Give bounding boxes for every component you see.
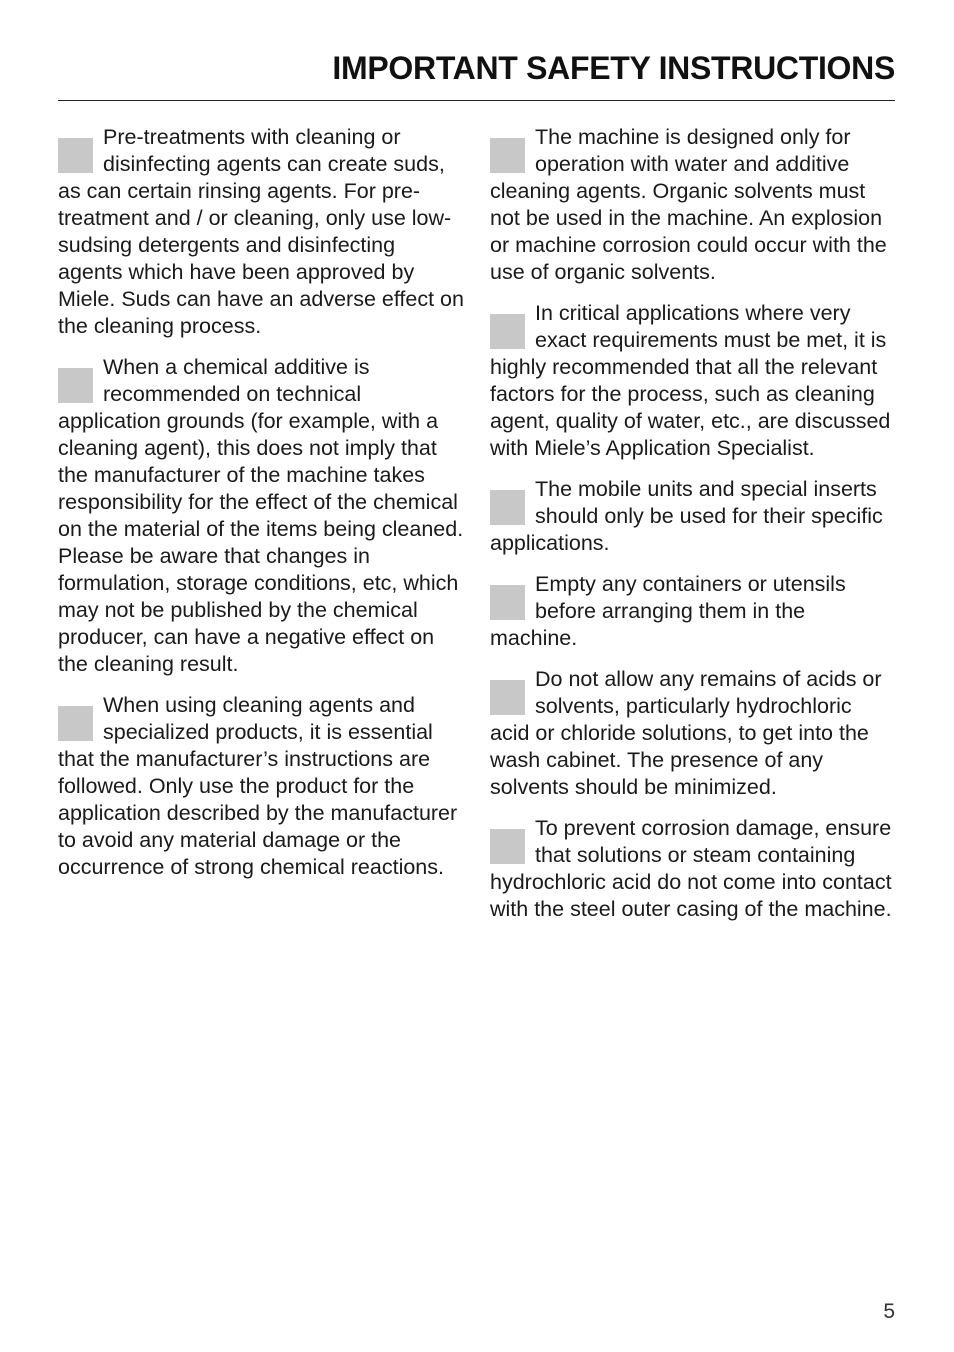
bullet-marker-icon	[490, 585, 525, 620]
instruction-text: Pre-treatments with cleaning or disinfecting agents can create suds, as can certain rinsing agents. For pre-treatment and / or cleaning, only use low-sudsing detergents and disinfecting agents which have been approved by Miele. Suds can have an adverse effect on the cleaning process.	[58, 125, 464, 338]
bullet-marker-icon	[490, 314, 525, 349]
instruction-text: Do not allow any remains of acids or solvents, particularly hydrochloric acid or chloride solutions, to get into the wash cabinet. The presence of any solvents should be minimized.	[490, 667, 882, 799]
safety-instruction	[58, 354, 464, 678]
safety-instruction	[490, 815, 896, 923]
safety-instruction	[58, 124, 464, 340]
safety-instruction	[490, 124, 896, 286]
bullet-marker-icon	[58, 138, 93, 173]
instruction-text: When using cleaning agents and specialized products, it is essential that the manufacturer’s instructions are followed. Only use the product for the application described by the manufacturer to avoid any material damage or the occurrence of strong chemical reactions.	[58, 693, 458, 879]
bullet-marker-icon	[58, 368, 93, 403]
bullet-marker-icon	[490, 490, 525, 525]
safety-instruction	[490, 476, 896, 557]
page-title: IMPORTANT SAFETY INSTRUCTIONS	[332, 50, 895, 86]
safety-instruction	[58, 692, 464, 881]
instruction-text: When a chemical additive is recommended on technical application grounds (for example, with a cleaning agent), this does not imply that the manufacturer of the machine takes responsibility for the effect of the chemical on the material of the items being cleaned. Please be aware that changes in formulation, storage conditions, etc, which may not be published by the chemical producer, can have a negative effect on the cleaning result.	[58, 355, 464, 676]
instruction-text: Empty any containers or utensils before arranging them in the machine.	[490, 572, 846, 650]
page-number: 5	[883, 1300, 895, 1323]
instruction-text: To prevent corrosion damage, ensure that solutions or steam containing hydrochloric acid do not come into contact with the steel outer casing of the machine.	[490, 816, 892, 921]
instruction-text: The machine is designed only for operation with water and additive cleaning agents. Organic solvents must not be used in the machine. An explosion or machine corrosion could occur with the use of organic solvents.	[490, 125, 887, 284]
instruction-text: The mobile units and special inserts should only be used for their specific applications.	[490, 477, 883, 555]
title-divider	[58, 100, 895, 101]
right-column	[490, 124, 896, 937]
bullet-marker-icon	[490, 138, 525, 173]
safety-instruction	[490, 571, 896, 652]
safety-instruction	[490, 666, 896, 801]
safety-instruction	[490, 300, 896, 462]
left-column	[58, 124, 464, 895]
bullet-marker-icon	[490, 829, 525, 864]
bullet-marker-icon	[490, 680, 525, 715]
bullet-marker-icon	[58, 706, 93, 741]
instruction-text: In critical applications where very exact requirements must be met, it is highly recommended that all the relevant factors for the process, such as cleaning agent, quality of water, etc., are discussed with Miele’s Application Specialist.	[490, 301, 891, 460]
